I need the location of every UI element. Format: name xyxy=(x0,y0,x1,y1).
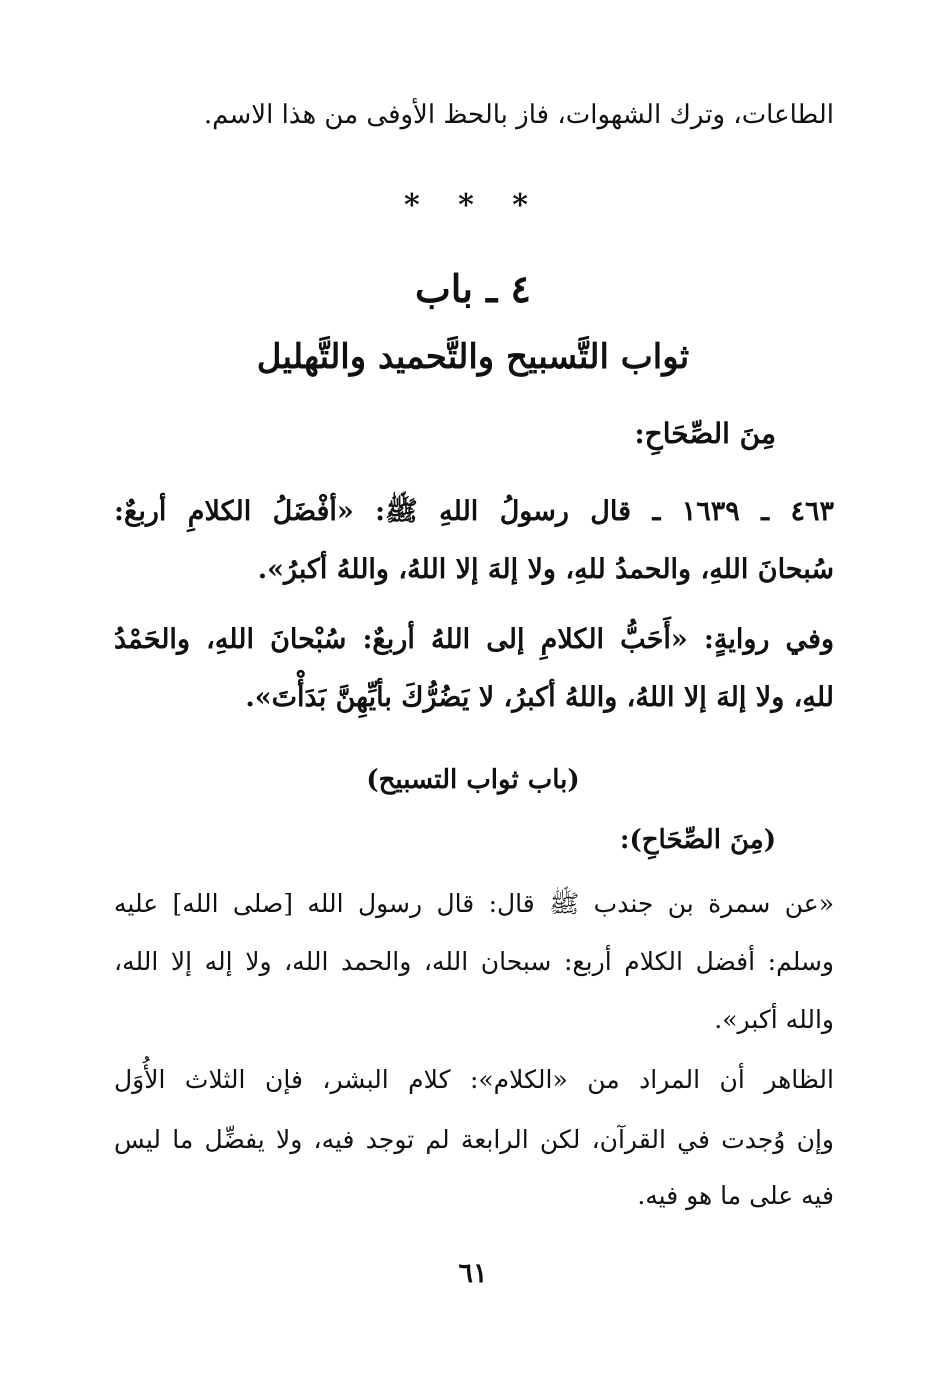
sub-heading: (باب ثواب التسبيح) xyxy=(366,765,580,795)
commentary-line: فيه على ما هو فيه. xyxy=(637,1181,834,1210)
commentary-line: وسلم: أفضل الكلام أربع: سبحان الله، والحمد الله، ولا إله إلا الله، xyxy=(114,947,834,976)
chapter-title: ثواب التَّسبيح والتَّحميد والتَّهليل xyxy=(256,337,690,377)
page-number: ٦١ xyxy=(458,1258,488,1289)
section-label-sihah: مِنَ الصِّحَاحِ: xyxy=(634,417,776,450)
text-line-continuation: الطاعات، وترك الشهوات، فاز بالحظ الأوفى من هذا الاسم. xyxy=(203,100,834,130)
commentary-line: «عن سمرة بن جندب ﷺ قال: قال رسول الله [صلى الله] عليه xyxy=(114,889,834,918)
commentary-line: الظاهر أن المراد من «الكلام»: كلام البشر، فإن الثلاث الأُوَل xyxy=(114,1065,834,1094)
section-label-sihah: (مِنَ الصِّحَاحِ): xyxy=(619,825,776,855)
chapter-number: ٤ ـ باب xyxy=(415,266,531,311)
hadith-line: ٤٦٣ ـ ١٦٣٩ ـ قال رسولُ اللهِ ﷺ: «أفْضَلُ الكلامِ أربعٌ: xyxy=(114,496,834,527)
hadith-line: وفي روايةٍ: «أَحَبُّ الكلامِ إلى اللهُ أربعٌ: سُبْحانَ اللهِ، والحَمْدُ xyxy=(114,624,834,655)
commentary-line: والله أكبر». xyxy=(714,1005,834,1034)
hadith-line: للهِ، ولا إلهَ إلا اللهُ، واللهُ أكبرُ، لا يَضُرُّكَ بأيِّهِنَّ بَدَأْتَ». xyxy=(245,682,834,713)
section-separator-stars: * * * xyxy=(404,188,542,223)
commentary-line: وإن وُجدت في القرآن، لكن الرابعة لم توجد فيه، ولا يفضِّل ما ليس xyxy=(114,1125,834,1154)
hadith-line: سُبحانَ اللهِ، والحمدُ للهِ، ولا إلهَ إلا اللهُ، واللهُ أكبرُ». xyxy=(257,554,834,585)
